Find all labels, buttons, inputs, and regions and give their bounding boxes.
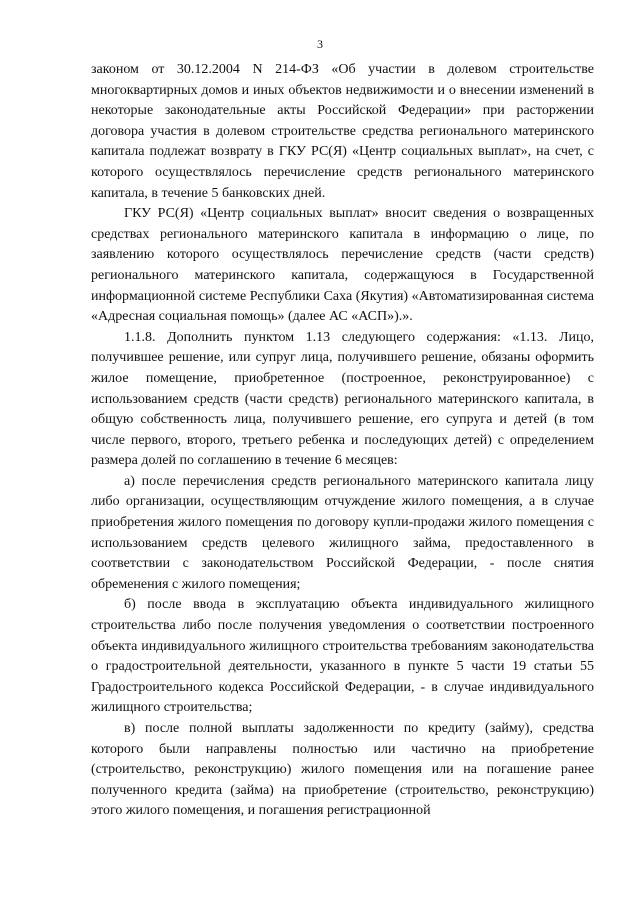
paragraph-continuation: законом от 30.12.2004 N 214-ФЗ «Об участии в долевом строительстве многоквартирных домов и иных объектов недвижимости и о внесении изменений в некоторые законодательные акты Российской Федерации» при расторжении договора участия в долевом строительстве средства регионального материнского капитала подлежат возврату в ГКУ РС(Я) «Центр социальных выплат», на счет, с которого осуществлялось перечисление средств регионального материнского капитала, в течение 5 банковских дней.	[91, 62, 594, 201]
list-item-a: а) после перечисления средств регионального материнского капитала лицу либо организации, осуществляющим отчуждение жилого помещения, а в случае приобретения жилого помещения по договору купли-продажи жилого помещения с использованием средств целевого жилищного займа, предоставленного в соответствии с законодательством Российской Федерации, - после снятия обременения с жилого помещения;	[91, 473, 594, 592]
paragraph: ГКУ РС(Я) «Центр социальных выплат» вносит сведения о возвращенных средствах регионального материнского капитала в информацию о лице, по заявлению которого осуществлялось перечисление средств (части средств) регионального материнского капитала, содержащуюся в Государственной информационной системе Республики Саха (Якутия) «Автоматизированная система «Адресная социальная помощь» (далее АС «АСП»).».	[91, 206, 594, 325]
page-number: 3	[317, 37, 323, 51]
list-item-v: в) после полной выплаты задолженности по кредиту (займу), средства которого были направлены полностью или частично на приобретение (строительство, реконструкцию) жилого помещения или на погашение ранее полученного кредита (займа) на приобретение (строительство, реконструкцию) этого жилого помещения, и погашения регистрационной	[91, 721, 594, 819]
document-body	[91, 60, 594, 822]
list-item-b: б) после ввода в эксплуатацию объекта индивидуального жилищного строительства либо после получения уведомления о соответствии построенного объекта индивидуального жилищного строительства требованиям законодательства о градостроительной деятельности, указанного в пункте 5 части 19 статьи 55 Градостроительного кодекса Российской Федерации, - в случае индивидуального жилищного строительства;	[91, 597, 594, 716]
paragraph: 1.1.8. Дополнить пунктом 1.13 следующего содержания: «1.13. Лицо, получившее решение, или супруг лица, получившего решение, обязаны оформить жилое помещение, приобретенное (построенное, реконструированное) с использованием средств (части средств) регионального материнского капитала, в общую собственность лица, получившего решение, его супруга и детей (в том числе первого, второго, третьего ребенка и последующих детей) с определением размера долей по соглашению в течение 6 месяцев:	[91, 329, 594, 469]
